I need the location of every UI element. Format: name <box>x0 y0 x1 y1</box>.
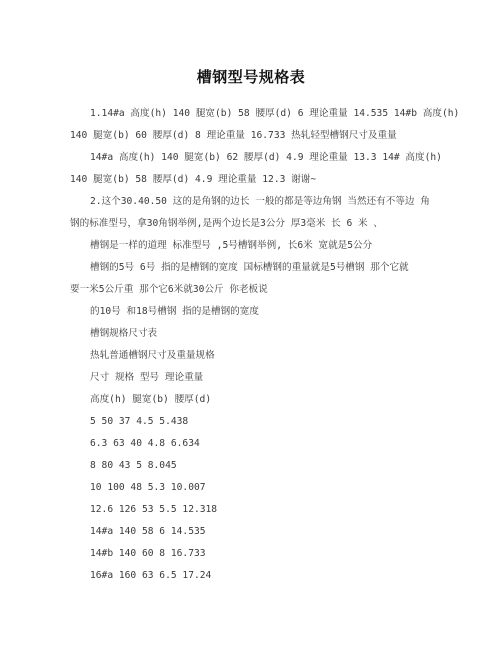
body-line: 140 腿宽(b) 58 腰厚(d) 4.9 理论重量 12.3 谢谢~ <box>70 174 317 185</box>
body-line: 要一米5公斤重 那个它6米就30公斤 你老板说 <box>70 284 268 295</box>
section-heading: 槽钢规格尺寸表 <box>90 328 158 339</box>
body-line: 槽钢是一样的道理 标准型号 ,5号槽钢举例, 长6米 宽就是5公分 <box>90 240 373 251</box>
document-title: 槽钢型号规格表 <box>196 68 306 86</box>
table-header: 尺寸 规格 型号 理论重量 <box>90 372 204 383</box>
table-row: 16#a 160 63 6.5 17.24 <box>90 570 212 581</box>
table-header: 高度(h) 腿宽(b) 腰厚(d) <box>90 394 212 405</box>
body-line: 140 腿宽(b) 60 腰厚(d) 8 理论重量 16.733 热轧轻型槽钢尺寸及重量 <box>70 130 397 141</box>
body-line: 槽钢的5号 6号 指的是槽钢的宽度 国标槽钢的重量就是5号槽钢 那个它就 <box>90 262 409 273</box>
table-row: 14#b 140 60 8 16.733 <box>90 548 206 559</box>
table-row: 5 50 37 4.5 5.438 <box>90 416 189 427</box>
body-line: 2.这个30.40.50 这的是角钢的边长 一般的都是等边角钢 当然还有不等边 角 <box>90 196 430 207</box>
table-row: 12.6 126 53 5.5 12.318 <box>90 504 218 515</box>
table-row: 10 100 48 5.3 10.007 <box>90 482 206 493</box>
table-row: 8 80 43 5 8.045 <box>90 460 177 471</box>
body-line: 14#a 高度(h) 140 腿宽(b) 62 腰厚(d) 4.9 理论重量 13.3 14# 高度(h) <box>90 152 442 163</box>
body-line: 的10号 和18号槽钢 指的是槽钢的宽度 <box>90 306 259 317</box>
body-line: 钢的标准型号，拿30角钢举例,是两个边长是3公分 厚3毫米 长 6 米 、 <box>70 218 383 229</box>
body-line: 1.14#a 高度(h) 140 腿宽(b) 58 腰厚(d) 6 理论重量 14.535 14#b 高度(h) <box>90 108 460 119</box>
table-row: 14#a 140 58 6 14.535 <box>90 526 206 537</box>
section-heading: 热轧普通槽钢尺寸及重量规格 <box>90 350 215 361</box>
table-row: 6.3 63 40 4.8 6.634 <box>90 438 200 449</box>
document-body <box>70 103 460 587</box>
